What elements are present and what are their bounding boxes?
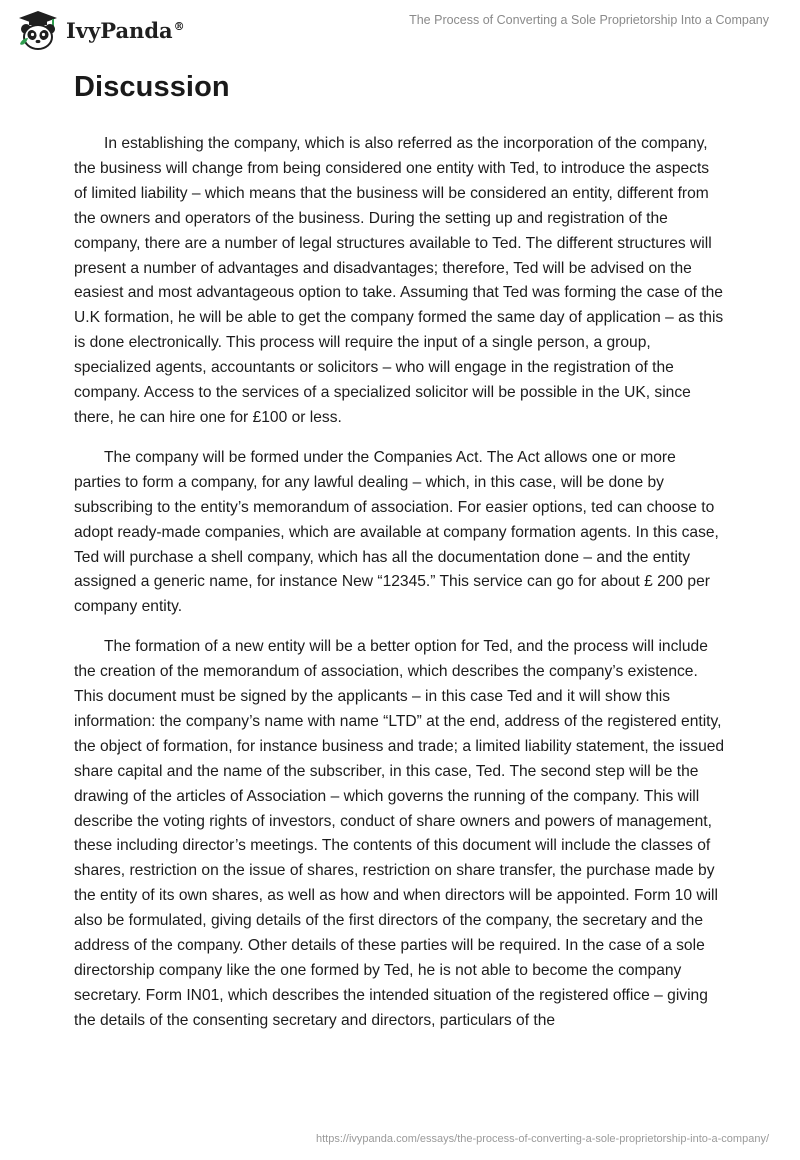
source-url[interactable]: https://ivypanda.com/essays/the-process-of-converting-a-sole-proprietorship-into-a-company/ (315, 1133, 769, 1145)
paragraph: In establishing the company, which is also referred as the incorporation of the company, the business will change from being considered one entity with Ted, to introduce the aspects of limited liability – which means that the business will be considered an entity, different from the owners and operators of the business. During the setting up and registration of the company, there are a number of legal structures available to Ted. The different structures will present a number of advantages and disadvantages; therefore, Ted will be advised on the easiest and most advantageous option to take. Assuming that Ted was forming the case of the U.K formation, he will be able to get the company formed the same day of application – as this is done electronically. This process will require the input of a single person, a group, specialized agents, accountants or solicitors – who will engage in the registration of the company. Access to the services of a specialized solicitor will be possible in the UK, since there, he can hire one for £100 or less. (74, 135, 724, 426)
panda-graduate-icon (16, 8, 60, 52)
paragraph: The company will be formed under the Companies Act. The Act allows one or more parties to form a company, for any lawful dealing – which, in this case, will be done by subscribing to the entity’s memorandum of association. For easier options, ted can choose to adopt ready-made companies, which are available at company formation agents. In this case, Ted will purchase a shell company, which has all the documentation done – and the entity assigned a generic name, for instance New “12345.” This service can go for about £ 200 per company entity. (74, 448, 719, 616)
registered-mark: ® (173, 19, 185, 33)
document-title: The Process of Converting a Sole Proprietorship Into a Company (409, 13, 769, 27)
brand-logo[interactable] (16, 8, 185, 52)
paragraph: The formation of a new entity will be a better option for Ted, and the process will include the creation of the memorandum of association, which describes the company’s existence. This document must be signed by the applicants – in this case Ted and it will show this information: the company’s name with name “LTD” at the end, address of the registered entity, the object of formation, for instance business and trade; a limited liability statement, the issued share capital and the name of the subscriber, in this case, Ted. The second step will be the drawing of the articles of Association – which governs the running of the company. This will describe the voting rights of investors, conduct of share owners and powers of management, these including director’s meetings. The contents of this document will include the classes of shares, restriction on the issue of shares, restriction on share transfer, the purchase made by the entity of its own shares, as well as how and when directors will be appointed. Form 10 will also be formulated, giving details of the first directors of the company, the secretary and the address of the company. Other details of these parties will be required. In the case of a sole directorship company like the one formed by Ted, he is not able to become the company secretary. Form IN01, which describes the intended situation of the registered office – giving the details of the consenting secretary and directors, particulars of the (74, 638, 725, 1029)
section-heading: Discussion (74, 71, 230, 103)
essay-body (74, 132, 726, 1049)
brand-name: IvyPanda® (66, 17, 185, 43)
page-header (0, 0, 800, 60)
